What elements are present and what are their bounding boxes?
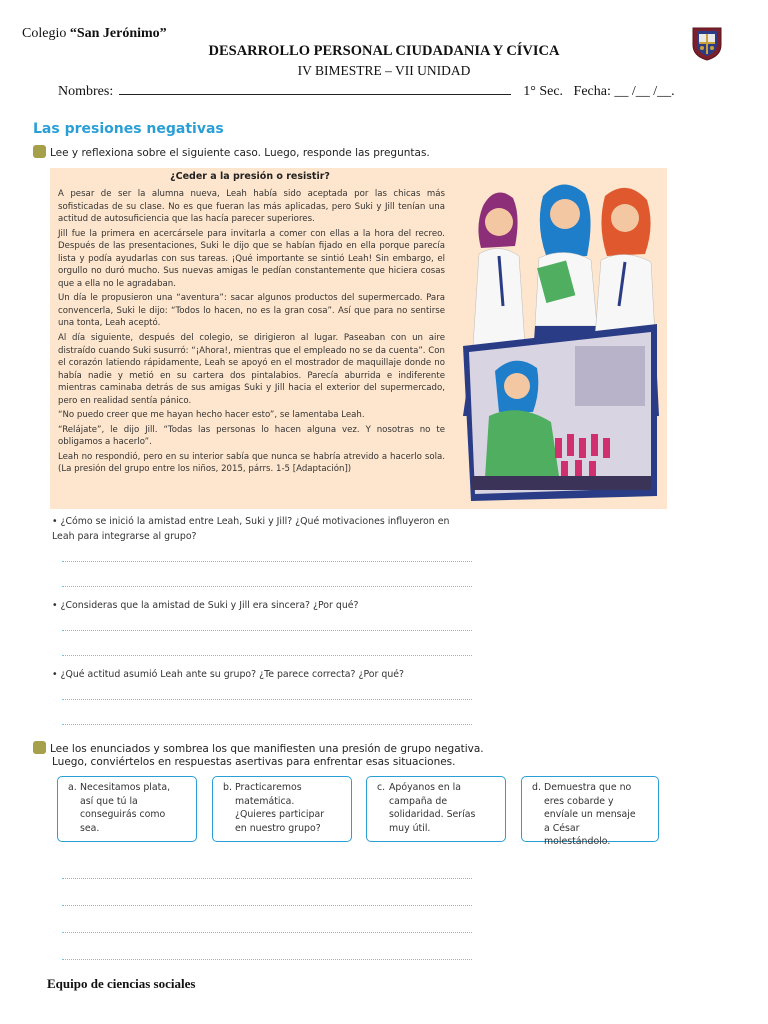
instruction-2-line2: Luego, conviértelos en respuestas asertivas para enfrentar esas situaciones. — [52, 756, 456, 768]
statement-card-d[interactable] — [521, 776, 659, 847]
student-info-row — [58, 82, 675, 100]
story-paragraph: Un día le propusieron una “aventura”: sacar algunos productos del supermercado. Para convencerla, Suki le dijo: “Todos lo hacen, no es la gran cosa”. Así que para no sentirse una tonta, Leah aceptó. — [58, 293, 445, 329]
story-paragraph: “No puedo creer que me hayan hecho hacer esto”, se lamentaba Leah. — [58, 410, 365, 421]
names-label: Nombres: — [58, 84, 114, 99]
answer-line[interactable] — [62, 655, 472, 656]
answer-line[interactable] — [62, 932, 472, 933]
story-heading: ¿Ceder a la presión o resistir? — [170, 171, 330, 182]
school-name-bold: “San Jerónimo” — [69, 26, 167, 41]
school-name — [22, 26, 167, 42]
school-prefix: Colegio — [22, 26, 67, 41]
card-text: Practicaremos matemática. ¿Quieres participar en nuestro grupo? — [235, 782, 325, 834]
names-fill-line[interactable] — [119, 82, 511, 95]
date-label: Fecha: __ /__ /__. — [573, 84, 675, 99]
statement-card-c[interactable] — [366, 776, 506, 842]
story-text — [58, 188, 445, 478]
section-title: Las presiones negativas — [33, 121, 224, 137]
instruction-1 — [33, 145, 430, 159]
card-label: c. — [377, 782, 386, 793]
story-paragraph: Al día siguiente, después del colegio, se dirigieron al lugar. Paseaban con un aire distraído cuando Suki susurró: “¡Ahora!, mientras que el empleado no se da cuenta”. Con el corazón latiendo rápidamente, Leah se apoyó en el mostrador de maquillaje donde no había nadie y metió en su cartera dos pintalabios. Parecía aburrida e indiferente mientras caminaba detrás de sus amigas Suki y Jill hacia el exterior del supermercado, pero en realidad sentía pánico. — [58, 333, 445, 406]
question-2: • ¿Consideras que la amistad de Suki y Jill era sincera? ¿Por qué? — [52, 600, 359, 611]
story-paragraph: “Relájate”, le dijo Jill. “Todas las personas lo hacen alguna vez. Y nosotras no te obligamos a hacerlo”. — [58, 424, 445, 448]
answer-line[interactable] — [62, 630, 472, 631]
answer-line[interactable] — [62, 905, 472, 906]
question-3: • ¿Qué actitud asumió Leah ante su grupo? ¿Te parece correcta? ¿Por qué? — [52, 669, 405, 680]
answer-line[interactable] — [62, 699, 472, 700]
document-title: DESARROLLO PERSONAL CIUDADANIA Y CÍVICA — [208, 43, 560, 59]
statement-card-b[interactable] — [212, 776, 352, 842]
card-label: d. — [532, 782, 541, 793]
instruction-2-line1: Lee los enunciados y sombrea los que manifiesten una presión de grupo negativa. — [50, 743, 484, 755]
activity-bullet-icon — [33, 741, 46, 754]
activity-bullet-icon — [33, 145, 46, 158]
answer-line[interactable] — [62, 586, 472, 587]
story-paragraph: Jill fue la primera en acercársele para invitarla a comer con ellas a la hora del recreo. Después de las presentaciones, Suki le dijo que se habían fijado en ella porque parecía lista y podía ayudarlas con sus tareas. ¡Qué importante se sintió Leah! Sin embargo, el orgullo no duró mucho. Sus nuevas amigas le pedían constantemente que hiciera cosas que a ella no le agradaban. — [58, 228, 445, 289]
question-1: • ¿Cómo se inició la amistad entre Leah, Suki y Jill? ¿Qué motivaciones influyeron en Leah para integrarse al grupo? — [52, 516, 450, 542]
story-paragraph: Leah no respondió, pero en su interior sabía que nunca se habría atrevido a hacerlo sola. (La presión del grupo entre los niños, 2015, párrs. 1-5 [Adaptación]) — [58, 451, 445, 475]
card-label: b. — [223, 782, 232, 793]
answer-line[interactable] — [62, 561, 472, 562]
instruction-2 — [33, 741, 493, 769]
card-text: Apóyanos en la campaña de solidaridad. Serías muy útil. — [389, 782, 476, 834]
statement-card-a[interactable] — [57, 776, 197, 842]
story-paragraph: A pesar de ser la alumna nueva, Leah había sido aceptada por las chicas más sofisticadas de su clase. No es que fueran las más aplicadas, pero Suki y Jill tenían una actitud de autosuficiencia que las hacía parecer superiores. — [58, 189, 445, 225]
grade-label: 1° Sec. — [523, 84, 564, 99]
footer-text: Equipo de ciencias sociales — [47, 976, 196, 991]
document-subtitle: IV BIMESTRE – VII UNIDAD — [297, 63, 471, 78]
answer-line[interactable] — [62, 724, 472, 725]
instruction-1-text: Lee y reflexiona sobre el siguiente caso. Luego, responde las preguntas. — [50, 147, 430, 159]
girls-illustration — [455, 176, 665, 506]
answer-line[interactable] — [62, 959, 472, 960]
card-text: Demuestra que no eres cobarde y envíale un mensaje a César molestándolo. — [544, 782, 636, 847]
card-label: a. — [68, 782, 77, 793]
card-text: Necesitamos plata, así que tú la conseguirás como sea. — [80, 782, 171, 834]
answer-line[interactable] — [62, 878, 472, 879]
